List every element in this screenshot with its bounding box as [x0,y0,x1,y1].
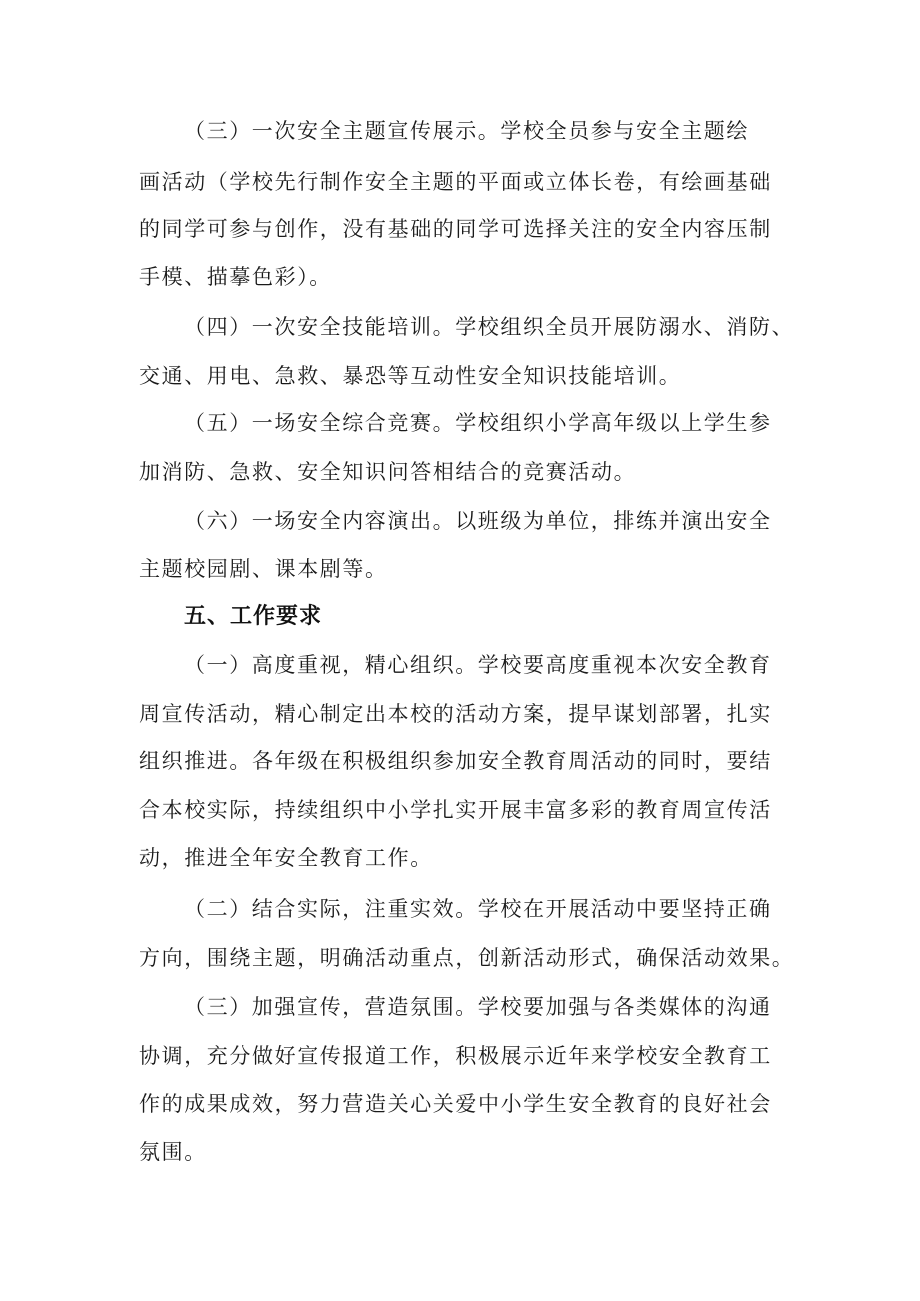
para-6-line-1: （六）一场安全内容演出。以班级为单位，排练并演出安全 [184,509,772,533]
req-3-line-3: 作的成果成效，努力营造关心关爱中小学生安全教育的良好社会 [139,1092,772,1116]
para-5-line-2: 加消防、急救、安全知识问答相结合的竞赛活动。 [139,460,637,484]
para-3-line-3: 的同学可参与创作，没有基础的同学可选择关注的安全内容压制 [139,217,772,241]
para-6-line-2: 主题校园剧、课本剧等。 [139,557,388,581]
req-3-line-1: （三）加强宣传，营造氛围。学校要加强与各类媒体的沟通 [184,995,772,1019]
req-2-line-2: 方向，围绕主题，明确活动重点，创新活动形式，确保活动效果。 [139,946,795,970]
para-4-line-2: 交通、用电、急救、暴恐等互动性安全知识技能培训。 [139,364,682,388]
section-heading: 五、工作要求 [184,604,323,629]
req-3-line-2: 协调，充分做好宣传报道工作，积极展示近年来学校安全教育工 [139,1044,772,1068]
para-5-line-1: （五）一场安全综合竞赛。学校组织小学高年级以上学生参 [184,411,772,435]
req-1-line-1: （一）高度重视，精心组织。学校要高度重视本次安全教育 [184,653,772,677]
para-3-line-1: （三）一次安全主题宣传展示。学校全员参与安全主题绘 [184,119,749,143]
para-3-line-4: 手模、描摹色彩）。 [139,265,332,289]
req-2-line-1: （二）结合实际，注重实效。学校在开展活动中要坚持正确 [184,897,772,921]
para-3-line-2: 画活动（学校先行制作安全主题的平面或立体长卷，有绘画基础 [139,170,772,194]
req-3-line-4: 氛围。 [139,1140,207,1164]
req-1-line-3: 组织推进。各年级在积极组织参加安全教育周活动的同时，要结 [139,749,772,773]
req-1-line-4: 合本校实际，持续组织中小学扎实开展丰富多彩的教育周宣传活 [139,798,772,822]
req-1-line-5: 动，推进全年安全教育工作。 [139,846,433,870]
req-1-line-2: 周宣传活动，精心制定出本校的活动方案，提早谋划部署，扎实 [139,702,772,726]
para-4-line-1: （四）一次安全技能培训。学校组织全员开展防溺水、消防、 [184,315,795,339]
